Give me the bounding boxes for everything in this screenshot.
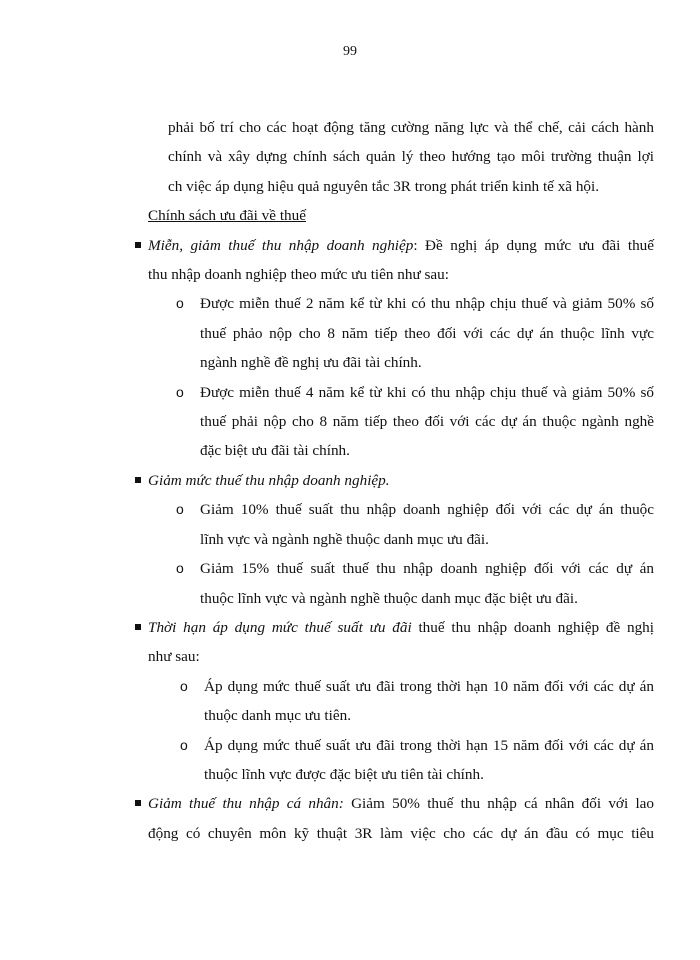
- sub-bullet-line: thuộc lĩnh vực và ngành nghề thuộc danh mục đặc biệt ưu đãi.: [200, 589, 578, 607]
- square-bullet-icon: [135, 477, 141, 483]
- sub-bullet-item: [148, 378, 654, 407]
- bullet-text: : Đề nghị áp dụng mức ưu đãi thuế: [413, 236, 654, 254]
- body-line: phải bố trí cho các hoạt động tăng cường năng lực và thể chế, cải cách hành: [168, 119, 654, 136]
- sub-bullet-text: Giảm 10% thuế suất thu nhập doanh nghiệp đối với các dự án thuộc: [200, 501, 654, 519]
- bullet-text: Giảm 50% thuế thu nhập cá nhân đối với lao: [343, 795, 654, 813]
- body-line: chính và xây dựng chính sách quản lý theo hướng tạo môi trường thuận lợi: [168, 148, 654, 166]
- sub-bullet-item: [148, 495, 654, 524]
- sub-bullet-text: Áp dụng mức thuế suất ưu đãi trong thời hạn 10 năm đối với các dự án: [204, 677, 654, 695]
- circle-bullet-icon: o: [176, 501, 184, 518]
- sub-bullet-text: Áp dụng mức thuế suất ưu đãi trong thời hạn 15 năm đối với các dự án: [204, 736, 654, 754]
- bullet-title: Giảm mức thuế thu nhập doanh nghiệp.: [148, 471, 390, 489]
- bullet-title: Giảm thuế thu nhập cá nhân:: [148, 795, 344, 813]
- sub-bullet-line: thuộc lĩnh vực được đặc biệt ưu tiên tài chính.: [204, 765, 484, 783]
- body-line: như sau:: [148, 648, 200, 666]
- bullet-item: [128, 613, 654, 642]
- sub-bullet-text: Được miễn thuế 2 năm kể từ khi có thu nhập chịu thuế và giảm 50% số: [200, 295, 654, 313]
- sub-bullet-item: [148, 731, 654, 760]
- sub-bullet-line: ngành nghề đề nghị ưu đãi tài chính.: [200, 354, 422, 372]
- circle-bullet-icon: o: [176, 383, 184, 400]
- circle-bullet-icon: o: [176, 295, 184, 312]
- page-number: 99: [343, 44, 357, 59]
- sub-bullet-line: thuộc danh mục ưu tiên.: [204, 707, 351, 725]
- sub-bullet-item: [148, 554, 654, 583]
- bullet-title: Thời hạn áp dụng mức thuế suất ưu đãi: [148, 618, 412, 636]
- bullet-item: [128, 231, 654, 260]
- bullet-title: Miễn, giảm thuế thu nhập doanh nghiệp: [148, 236, 414, 254]
- circle-bullet-icon: o: [180, 677, 188, 694]
- sub-bullet-text: Giảm 15% thuế suất thuế thu nhập doanh nghiệp đối với các dự án: [200, 560, 654, 578]
- section-heading: Chính sách ưu đãi về thuế: [148, 207, 306, 225]
- bullet-item: [128, 789, 654, 818]
- sub-bullet-line: lĩnh vực và ngành nghề thuộc danh mục ưu đãi.: [200, 530, 489, 548]
- sub-bullet-text: Được miễn thuế 4 năm kể từ khi có thu nhập chịu thuế và giảm 50% số: [200, 383, 654, 401]
- page-body: [148, 113, 654, 848]
- square-bullet-icon: [135, 624, 141, 630]
- sub-bullet-line: thuế phải nộp cho 8 năm tiếp theo đối với các dự án thuộc ngành nghề: [200, 413, 654, 431]
- body-line: ch việc áp dụng hiệu quả nguyên tắc 3R trong phát triển kinh tế xã hội.: [168, 177, 600, 195]
- bullet-item: [128, 466, 654, 495]
- body-line: thu nhập doanh nghiệp theo mức ưu tiên như sau:: [148, 266, 449, 284]
- sub-bullet-line: đặc biệt ưu đãi tài chính.: [200, 442, 350, 460]
- square-bullet-icon: [135, 800, 141, 806]
- circle-bullet-icon: o: [180, 736, 188, 753]
- sub-bullet-line: thuế phảo nộp cho 8 năm tiếp theo đối với các dự án thuộc lĩnh vực: [200, 324, 654, 342]
- square-bullet-icon: [135, 242, 141, 248]
- sub-bullet-item: [148, 672, 654, 701]
- body-line: động có chuyên môn kỹ thuật 3R làm việc cho các dự án đầu có mục tiêu: [148, 824, 654, 842]
- bullet-text: thuế thu nhập doanh nghiệp đề nghị: [411, 618, 654, 636]
- circle-bullet-icon: o: [176, 560, 184, 577]
- sub-bullet-item: [148, 289, 654, 318]
